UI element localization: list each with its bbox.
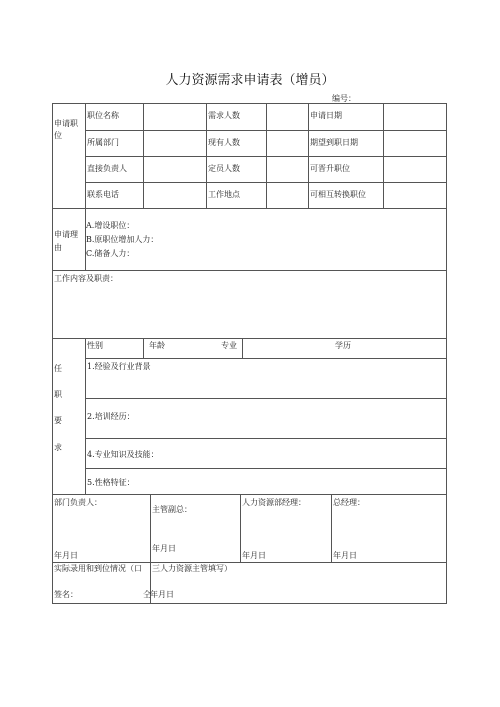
label-dept-head: 部门负责人： xyxy=(54,498,102,507)
form-title: 人力资源需求申请表（增员） xyxy=(165,73,335,88)
date-dept-head: 年月日 xyxy=(54,551,78,560)
requirement-personality: 5.性格特征： xyxy=(87,478,135,487)
label-work-location: 工作地点 xyxy=(208,190,240,199)
rule xyxy=(85,398,447,399)
reason-option-a[interactable]: A.增设职位： xyxy=(86,221,135,230)
direct-supervisor-field[interactable] xyxy=(144,157,205,181)
rule xyxy=(52,208,447,209)
requirement-training: 2.培训经历： xyxy=(87,412,135,421)
label-gender: 性别 xyxy=(87,341,103,350)
label-expected-date: 期望到职日期 xyxy=(310,138,358,147)
rule xyxy=(85,338,86,494)
reason-option-b[interactable]: B.原职位增加人力： xyxy=(86,235,159,244)
section-label-reason: 申请理由 xyxy=(54,230,78,252)
label-apply-date: 申请日期 xyxy=(310,111,342,120)
requirements-label-char-4: 求 xyxy=(54,443,62,452)
requirements-label-char-1: 任 xyxy=(54,364,62,373)
label-required-count: 需求人数 xyxy=(208,111,240,120)
rule xyxy=(240,494,241,562)
rule xyxy=(52,103,53,603)
label-major: 专业 xyxy=(221,341,237,350)
rule xyxy=(242,338,243,358)
rule xyxy=(150,494,151,603)
label-fixed-count: 定员人数 xyxy=(208,164,240,173)
label-job-content: 工作内容及职责： xyxy=(54,274,118,283)
requirements-label-char-2: 职 xyxy=(54,390,62,399)
department-field[interactable] xyxy=(144,131,205,155)
rule xyxy=(446,103,447,603)
label-hr-note: 三人力资源主管填写） xyxy=(152,564,232,573)
rule xyxy=(52,270,447,271)
rule xyxy=(206,103,207,208)
work-location-field[interactable] xyxy=(267,183,307,207)
rule xyxy=(85,438,447,439)
job-content-field[interactable] xyxy=(53,285,445,337)
promotable-position-field[interactable] xyxy=(384,157,445,181)
rule xyxy=(331,494,332,562)
label-direct-supervisor: 直接负责人 xyxy=(87,164,127,173)
label-current-count: 现有人数 xyxy=(208,138,240,147)
label-education: 学历 xyxy=(335,341,351,350)
contact-phone-field[interactable] xyxy=(144,183,205,207)
fixed-count-field[interactable] xyxy=(267,157,307,181)
reason-option-c[interactable]: C.储备人力： xyxy=(86,249,135,258)
serial-number-label: 编号： xyxy=(332,94,356,103)
rule xyxy=(85,103,86,208)
label-rotatable-position: 可相互转换职位 xyxy=(310,190,366,199)
rule xyxy=(52,603,447,604)
label-sign: 签名： xyxy=(54,590,78,599)
rule xyxy=(85,468,447,469)
label-gm: 总经理： xyxy=(333,498,365,507)
label-contact-phone: 联系电话 xyxy=(87,190,119,199)
requirement-experience: 1.经验及行业背景 xyxy=(87,362,151,371)
requirements-label-char-3: 要 xyxy=(54,416,62,425)
date-deputy-gm: 年月日 xyxy=(152,544,176,553)
label-department: 所属部门 xyxy=(87,138,119,147)
rule xyxy=(143,338,144,358)
expected-date-field[interactable] xyxy=(384,131,445,155)
date-actual: 年月日 xyxy=(150,590,174,599)
position-name-field[interactable] xyxy=(144,104,205,129)
date-gm: 年月日 xyxy=(333,551,357,560)
label-promotable-position: 可晋升职位 xyxy=(310,164,350,173)
rule xyxy=(52,562,447,563)
label-deputy-gm: 主管副总： xyxy=(152,505,192,514)
required-count-field[interactable] xyxy=(267,104,307,129)
rule xyxy=(308,103,309,208)
rotatable-position-field[interactable] xyxy=(384,183,445,207)
date-prefix-mark: 仝 xyxy=(143,590,151,599)
label-hr-manager: 人力资源部经理： xyxy=(242,498,306,507)
rule xyxy=(85,358,447,359)
date-hr-manager: 年月日 xyxy=(242,551,266,560)
label-actual-status: 实际录用和到位情况（口 xyxy=(54,564,142,573)
label-position-name: 职位名称 xyxy=(87,111,119,120)
current-count-field[interactable] xyxy=(267,131,307,155)
rule xyxy=(52,338,447,339)
apply-date-field[interactable] xyxy=(384,104,445,129)
label-age: 年龄 xyxy=(149,341,165,350)
section-label-apply-position: 申请职位 xyxy=(54,119,78,140)
rule xyxy=(52,494,447,495)
requirement-skills: 4.专业知识及技能： xyxy=(87,450,159,459)
